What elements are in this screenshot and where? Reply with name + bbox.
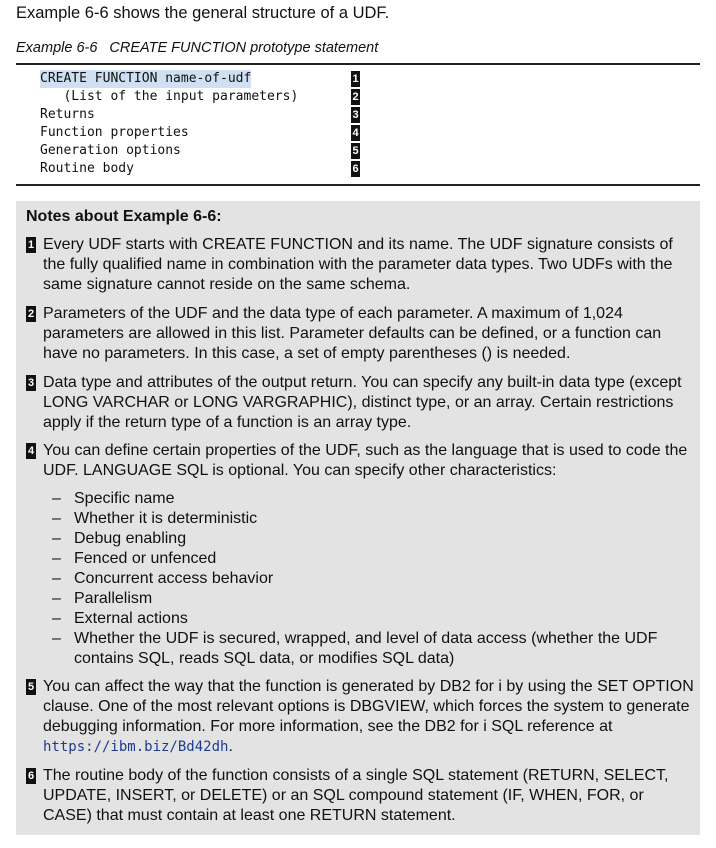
note-badge-5: 5 [27, 681, 35, 693]
dash-bullet: – [52, 570, 61, 587]
code-block [16, 63, 700, 186]
note-text-5 [43, 677, 696, 757]
note-text-6: The routine body of the function consists of a single SQL statement (RETURN, SELECT, UPDATE, INSERT, or DELETE) or an SQL compound statement (IF, WHEN, FOR, or CASE) that must contain at least one RETURN statement. [43, 767, 669, 824]
code-line-2: (List of the input parameters) [40, 89, 299, 104]
code-line-1: CREATE FUNCTION name-of-udf [40, 71, 252, 86]
dash-bullet: – [52, 610, 61, 627]
note-badge-4: 4 [27, 445, 35, 457]
code-line-6: Routine body [40, 161, 134, 176]
property-item [52, 569, 692, 589]
notes-box [16, 201, 700, 835]
code-line-3: Returns [40, 107, 95, 122]
note-text-1: Every UDF starts with CREATE FUNCTION and its name. The UDF signature consists of the fully qualified name in combination with the parameter data types. Two UDFs with the same signature cannot reside on the same schema. [43, 236, 673, 293]
note-2 [26, 304, 696, 364]
property-text: External actions [74, 610, 188, 627]
dash-bullet: – [52, 590, 61, 607]
sql-reference-link[interactable]: https://ibm.biz/Bd42dh [43, 739, 229, 755]
property-text: Whether the UDF is secured, wrapped, and level of data access (whether the UDF contains SQL, reads SQL data, or modifies SQL data) [74, 630, 658, 667]
dash-bullet: – [52, 510, 61, 527]
property-item [52, 549, 692, 569]
code-badge-6: 6 [352, 163, 359, 175]
code-line-5: Generation options [40, 143, 181, 158]
dash-bullet: – [52, 630, 61, 647]
note-5 [26, 677, 696, 757]
note-badge-6: 6 [27, 770, 35, 782]
note-5-text-before: You can affect the way that the function is generated by DB2 for i by using the SET OPTION clause. One of the most relevant options is DBGVIEW, which forces the system to generate debugging information. For more information, see the DB2 for i SQL reference at [43, 678, 694, 735]
code-badge-4: 4 [352, 127, 359, 139]
property-text: Parallelism [74, 590, 153, 607]
note-6 [26, 766, 696, 826]
note-3 [26, 373, 696, 433]
code-badge-1: 1 [352, 73, 359, 85]
note-4 [26, 441, 696, 481]
example-label: Example 6-6 [16, 40, 98, 56]
note-text-4: You can define certain properties of the UDF, such as the language that is used to code the UDF. LANGUAGE SQL is optional. You can specify other characteristics: [43, 442, 688, 479]
intro-text: Example 6-6 shows the general structure of a UDF. [16, 4, 390, 22]
code-badge-3: 3 [352, 109, 359, 121]
note-text-2: Parameters of the UDF and the data type of each parameter. A maximum of 1,024 parameters are allowed in this list. Parameter defaults can be defined, or a function can have no parameters. In this case, a set of empty parentheses () is needed. [43, 305, 662, 362]
example-caption-text: CREATE FUNCTION prototype statement [109, 40, 379, 56]
note-badge-3: 3 [27, 377, 35, 389]
dash-bullet: – [52, 490, 61, 507]
note-badge-1: 1 [27, 239, 35, 251]
note-5-text-after: . [228, 738, 233, 755]
dash-bullet: – [52, 550, 61, 567]
note-text-3: Data type and attributes of the output return. You can specify any built-in data type (except LONG VARCHAR or LONG VARGRAPHIC), distinct type, or an array. Certain restrictions apply if the return type of a function is an array type. [43, 374, 682, 431]
property-text: Fenced or unfenced [74, 550, 217, 567]
code-badge-2: 2 [352, 91, 359, 103]
property-item [52, 609, 692, 629]
code-badge-5: 5 [352, 145, 359, 157]
property-text: Concurrent access behavior [74, 570, 274, 587]
dash-bullet: – [52, 530, 61, 547]
property-item [52, 529, 692, 549]
property-item [52, 509, 692, 529]
property-item [52, 629, 692, 669]
code-line-4: Function properties [40, 125, 189, 140]
property-text: Specific name [74, 490, 175, 507]
property-text: Debug enabling [74, 530, 187, 547]
note-1 [26, 235, 696, 295]
example-caption [16, 40, 378, 56]
property-item [52, 489, 692, 509]
property-item [52, 589, 692, 609]
note-badge-2: 2 [27, 308, 35, 320]
property-text: Whether it is deterministic [74, 510, 258, 527]
notes-title: Notes about Example 6-6: [26, 208, 222, 225]
